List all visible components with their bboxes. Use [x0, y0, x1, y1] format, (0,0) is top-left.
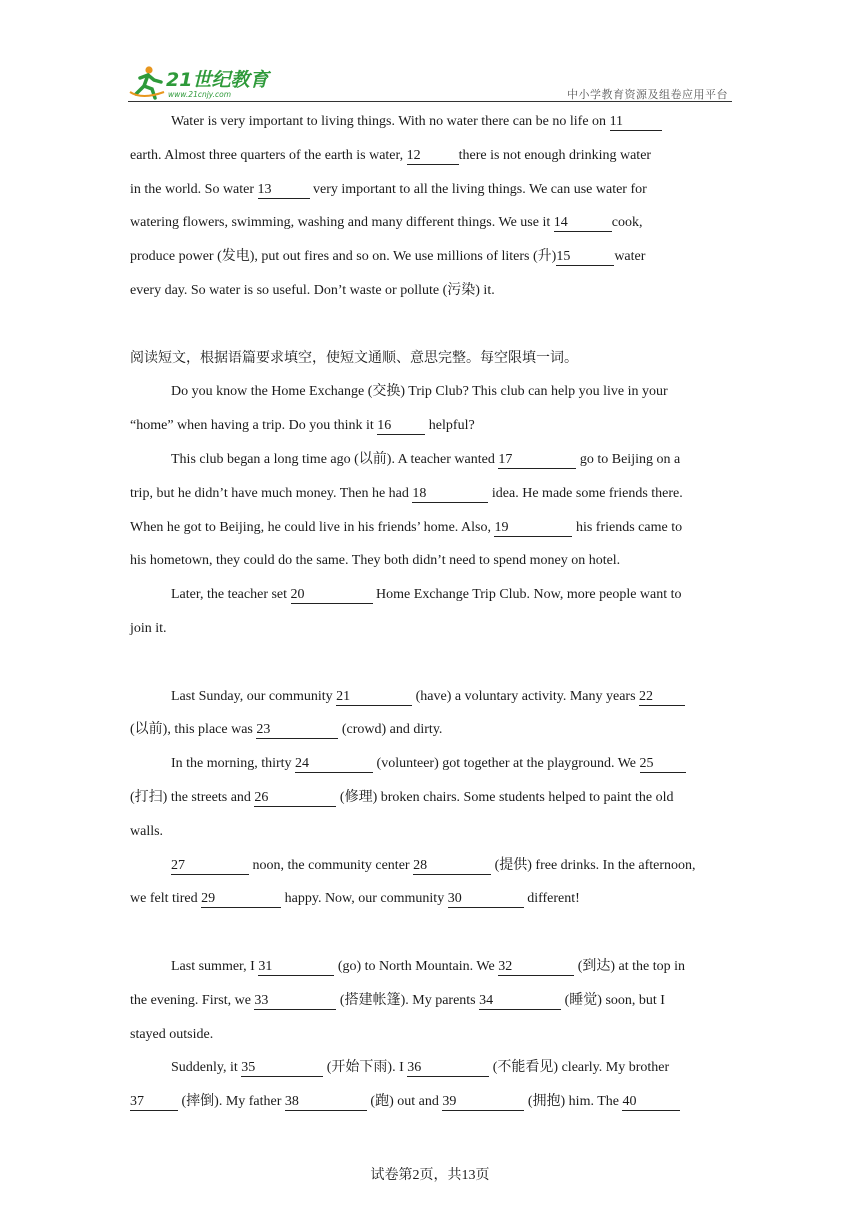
text-line	[130, 173, 734, 207]
blank-40[interactable]: 40	[622, 1093, 680, 1111]
text-line	[130, 240, 734, 274]
text-line	[130, 849, 734, 883]
text-line	[130, 815, 734, 849]
blank-27[interactable]: 27	[171, 857, 249, 875]
text-segment: earth. Almost three quarters of the earth is water,	[130, 147, 407, 163]
blank-12[interactable]: 12	[407, 147, 459, 165]
text-segment: (搭建帐篷). My parents	[336, 992, 480, 1008]
blank-29[interactable]: 29	[201, 890, 281, 908]
text-segment: (打扫) the streets and	[130, 789, 255, 805]
text-segment: Home Exchange Trip Club. Now, more people want to	[372, 587, 682, 603]
blank-24[interactable]: 24	[295, 755, 373, 773]
blank-17[interactable]: 17	[498, 451, 576, 469]
text-segment: go to Beijing on a	[576, 451, 681, 467]
text-segment: produce power (发电), put out fires and so on. We use millions of liters (升)	[130, 249, 557, 265]
text-line	[130, 612, 734, 646]
text-segment: (go) to North Mountain. We	[334, 958, 499, 974]
text-segment: (拥抱) him. The	[524, 1094, 623, 1110]
text-line	[130, 139, 734, 173]
text-segment: (提供) free drinks. In the afternoon,	[491, 857, 696, 873]
document-body	[130, 105, 734, 1119]
passage-community	[130, 680, 734, 917]
text-line	[130, 1018, 734, 1052]
text-segment: Last summer, I	[171, 958, 259, 974]
text-segment: Last Sunday, our community	[171, 688, 337, 704]
text-segment: Later, the teacher set	[171, 587, 291, 603]
logo	[128, 62, 288, 102]
text-segment: water	[614, 249, 646, 265]
text-line	[130, 206, 734, 240]
text-segment: in the world. So water	[130, 181, 258, 197]
text-segment: his hometown, they could do the same. They both didn’t need to spend money on hotel.	[130, 553, 621, 569]
text-segment: (跑) out and	[366, 1094, 443, 1110]
page-header	[128, 62, 732, 102]
text-line	[130, 950, 734, 984]
blank-38[interactable]: 38	[285, 1093, 367, 1111]
text-segment: every day. So water is so useful. Don’t waste or pollute (污染) it.	[130, 282, 495, 298]
blank-21[interactable]: 21	[336, 688, 412, 706]
running-man-icon	[130, 66, 164, 98]
blank-34[interactable]: 34	[479, 992, 561, 1010]
blank-13[interactable]: 13	[258, 181, 310, 199]
text-segment: Suddenly, it	[171, 1060, 242, 1076]
text-segment: This club began a long time ago (以前). A teacher wanted	[171, 451, 499, 467]
text-segment: (以前), this place was	[130, 722, 257, 738]
text-segment: we felt tired	[130, 891, 202, 907]
logo-main-text: 21世纪教育	[166, 69, 269, 91]
text-segment: (crowd) and dirty.	[338, 722, 443, 738]
text-segment: trip, but he didn’t have much money. Then he had	[130, 485, 413, 501]
blank-37[interactable]: 37	[130, 1093, 178, 1111]
text-segment: very important to all the living things. We can use water for	[309, 181, 647, 197]
text-segment: Do you know the Home Exchange (交换) Trip Club? This club can help you live in your	[171, 384, 668, 400]
text-line	[130, 274, 734, 308]
text-line	[130, 578, 734, 612]
text-line	[130, 882, 734, 916]
text-segment: In the morning, thirty	[171, 756, 296, 772]
text-line	[130, 781, 734, 815]
text-segment: watering flowers, swimming, washing and many different things. We use it	[130, 215, 554, 231]
blank-26[interactable]: 26	[254, 789, 336, 807]
blank-19[interactable]: 19	[494, 519, 572, 537]
text-segment: walls.	[130, 823, 164, 839]
text-line	[130, 544, 734, 578]
text-line	[130, 409, 734, 443]
text-segment: stayed outside.	[130, 1026, 214, 1042]
blank-11[interactable]: 11	[610, 113, 662, 131]
page-footer: 试卷第2页，共13页	[370, 1168, 490, 1183]
blank-36[interactable]: 36	[407, 1059, 489, 1077]
text-line	[130, 680, 734, 714]
blank-20[interactable]: 20	[291, 586, 373, 604]
text-segment: happy. Now, our community	[281, 891, 448, 907]
blank-32[interactable]: 32	[498, 958, 574, 976]
text-line	[130, 511, 734, 545]
blank-39[interactable]: 39	[442, 1093, 524, 1111]
text-segment: there is not enough drinking water	[458, 147, 652, 163]
blank-30[interactable]: 30	[448, 890, 524, 908]
text-segment: different!	[523, 891, 580, 907]
text-line	[130, 1085, 734, 1119]
text-segment: noon, the community center	[249, 857, 414, 873]
text-segment: When he got to Beijing, he could live in his friends’ home. Also,	[130, 519, 495, 535]
blank-25[interactable]: 25	[640, 755, 686, 773]
text-segment: (have) a voluntary activity. Many years	[412, 688, 640, 704]
blank-22[interactable]: 22	[639, 688, 685, 706]
text-segment: Water is very important to living things. With no water there can be no life on	[171, 114, 610, 129]
text-segment: the evening. First, we	[130, 992, 255, 1008]
header-rule	[128, 101, 732, 102]
logo-url-text: www.21cnjy.com	[168, 90, 232, 99]
text-segment: join it.	[130, 620, 167, 636]
blank-14[interactable]: 14	[554, 214, 612, 232]
text-line	[130, 443, 734, 477]
blank-35[interactable]: 35	[241, 1059, 323, 1077]
text-segment: (不能看见) clearly. My brother	[489, 1060, 670, 1076]
passage-water	[130, 105, 734, 308]
text-segment: (开始下雨). I	[323, 1060, 408, 1076]
text-line	[130, 1051, 734, 1085]
blank-33[interactable]: 33	[254, 992, 336, 1010]
text-line	[130, 477, 734, 511]
text-segment: his friends came to	[572, 519, 683, 535]
text-line	[130, 984, 734, 1018]
text-line	[130, 105, 734, 139]
blank-28[interactable]: 28	[413, 857, 491, 875]
text-segment: (修理) broken chairs. Some students helped to paint the old	[336, 789, 674, 805]
platform-name: 中小学教育资源及组卷应用平台	[567, 88, 728, 101]
blank-23[interactable]: 23	[256, 721, 338, 739]
passage-home-exchange	[130, 375, 734, 645]
text-segment: helpful?	[425, 418, 475, 434]
text-segment: (volunteer) got together at the playground. We	[373, 756, 640, 772]
text-segment: (睡觉) soon, but I	[561, 992, 665, 1008]
blank-31[interactable]: 31	[258, 958, 334, 976]
text-segment: (到达) at the top in	[574, 958, 685, 974]
passage-camping	[130, 950, 734, 1119]
text-segment: “home” when having a trip. Do you think it	[130, 418, 378, 434]
blank-15[interactable]: 15	[556, 248, 614, 266]
blank-18[interactable]: 18	[412, 485, 488, 503]
text-line	[130, 747, 734, 781]
text-segment: cook,	[611, 215, 643, 231]
text-line	[130, 713, 734, 747]
instruction: 阅读短文，根据语篇要求填空，使短文通顺、意思完整。每空限填一词。	[130, 350, 578, 366]
text-line	[130, 375, 734, 409]
text-segment: (摔倒). My father	[178, 1094, 285, 1110]
text-segment: idea. He made some friends there.	[488, 485, 683, 501]
blank-16[interactable]: 16	[377, 417, 425, 435]
